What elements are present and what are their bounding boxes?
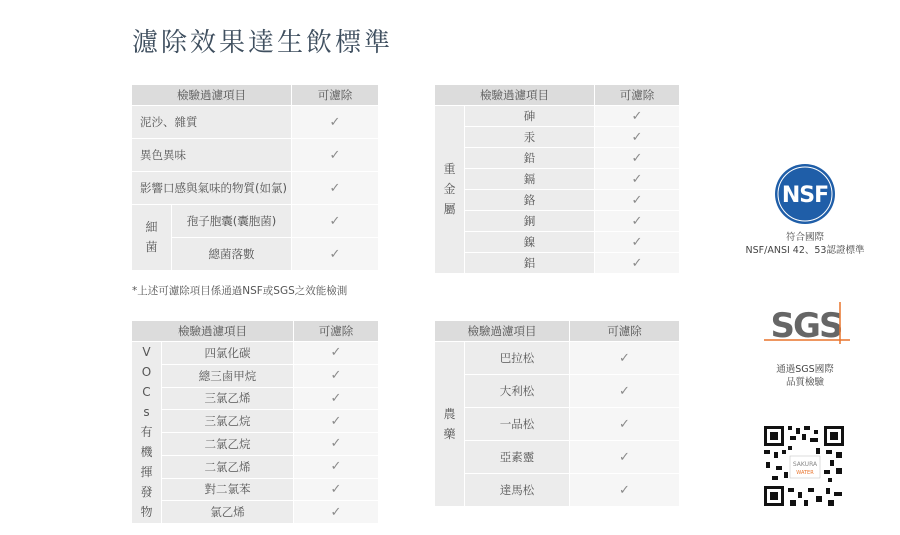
table-row-label: 汞 <box>465 127 595 148</box>
table-row-label: 巴拉松 <box>465 342 570 375</box>
sgs-logo <box>762 300 852 346</box>
group-label <box>435 106 465 274</box>
group-label-text: 農藥 <box>443 406 456 441</box>
nsf-caption <box>735 231 875 257</box>
check-icon: ✓ <box>570 408 680 441</box>
sgs-caption-line1: 通過SGS國際 <box>776 364 834 375</box>
table-row-label: 二氯乙烯 <box>162 455 294 478</box>
check-icon: ✓ <box>595 169 680 190</box>
check-icon: ✓ <box>595 232 680 253</box>
sgs-logo-text: SGS <box>770 306 842 346</box>
table-row-label: 大利松 <box>465 375 570 408</box>
table-row-label: 鎳 <box>465 232 595 253</box>
check-icon: ✓ <box>570 441 680 474</box>
table-row-label: 二氯乙烷 <box>162 433 294 456</box>
table-row-label: 氯乙烯 <box>162 501 294 524</box>
check-icon: ✓ <box>294 342 379 365</box>
nsf-logo-text: NSF <box>781 183 829 208</box>
sgs-caption <box>745 363 865 389</box>
qr-center-text-1: SAKURA <box>792 461 818 468</box>
table-row-label: 異色異味 <box>132 139 292 172</box>
group-label-text: 細菌 <box>145 220 158 254</box>
qr-code[interactable] <box>764 426 844 506</box>
table-row-label: 對二氯苯 <box>162 478 294 501</box>
page-title: 濾除效果達生飲標準 <box>132 28 394 58</box>
table-row-label: 銅 <box>465 211 595 232</box>
table-row-label: 鉻 <box>465 190 595 211</box>
table-row-label: 四氯化碳 <box>162 342 294 365</box>
filter-table-vocs <box>131 320 379 524</box>
table-row-label: 亞素靈 <box>465 441 570 474</box>
check-icon: ✓ <box>570 474 680 507</box>
table-row-label: 一品松 <box>465 408 570 441</box>
table-row-label: 達馬松 <box>465 474 570 507</box>
table-row-label: 三氯乙烯 <box>162 387 294 410</box>
check-icon: ✓ <box>595 127 680 148</box>
nsf-caption-line2: NSF/ANSI 42、53認證標準 <box>745 245 865 256</box>
table-row-label: 孢子胞囊(囊胞菌) <box>172 205 292 238</box>
table-header-item: 檢驗過濾項目 <box>132 321 294 342</box>
table-row-label: 鋁 <box>465 253 595 274</box>
table-header-removable: 可濾除 <box>595 85 680 106</box>
check-icon: ✓ <box>595 148 680 169</box>
sgs-caption-line2: 品質檢驗 <box>785 377 824 388</box>
table-row-label: 泥沙、雜質 <box>132 106 292 139</box>
table-header-removable: 可濾除 <box>292 85 379 106</box>
check-icon: ✓ <box>595 190 680 211</box>
table-header-removable: 可濾除 <box>294 321 379 342</box>
table-row-label: 總菌落數 <box>172 238 292 271</box>
check-icon: ✓ <box>294 364 379 387</box>
check-icon: ✓ <box>294 501 379 524</box>
filter-table-general <box>131 84 379 271</box>
table-header-item: 檢驗過濾項目 <box>435 321 570 342</box>
table-row-label: 三氯乙烷 <box>162 410 294 433</box>
check-icon: ✓ <box>294 455 379 478</box>
group-label <box>132 205 172 271</box>
group-label <box>435 342 465 507</box>
check-icon: ✓ <box>294 433 379 456</box>
nsf-logo <box>774 163 836 225</box>
nsf-caption-line1: 符合國際 <box>785 232 824 243</box>
footnote: *上述可濾除項目係通過NSF或SGS之效能檢測 <box>132 285 348 297</box>
table-row-label: 砷 <box>465 106 595 127</box>
table-row-label: 影響口感與氣味的物質(如氯) <box>132 172 292 205</box>
filter-table-pesticides <box>434 320 680 507</box>
check-icon: ✓ <box>292 172 379 205</box>
check-icon: ✓ <box>595 253 680 274</box>
check-icon: ✓ <box>294 478 379 501</box>
qr-center-text-2: WATER <box>796 470 814 476</box>
table-row-label: 總三鹵甲烷 <box>162 364 294 387</box>
check-icon: ✓ <box>595 106 680 127</box>
group-label-text: 重金屬 <box>443 162 456 216</box>
check-icon: ✓ <box>595 211 680 232</box>
check-icon: ✓ <box>292 139 379 172</box>
table-row-label: 鎘 <box>465 169 595 190</box>
check-icon: ✓ <box>292 205 379 238</box>
table-row-label: 鉛 <box>465 148 595 169</box>
table-header-item: 檢驗過濾項目 <box>132 85 292 106</box>
check-icon: ✓ <box>292 106 379 139</box>
check-icon: ✓ <box>294 410 379 433</box>
check-icon: ✓ <box>294 387 379 410</box>
table-header-removable: 可濾除 <box>570 321 680 342</box>
check-icon: ✓ <box>570 342 680 375</box>
group-label-text: VOCs 有機揮發物 <box>140 345 153 519</box>
filter-table-heavy-metals <box>434 84 680 274</box>
group-label <box>132 342 162 524</box>
check-icon: ✓ <box>570 375 680 408</box>
table-header-item: 檢驗過濾項目 <box>435 85 595 106</box>
check-icon: ✓ <box>292 238 379 271</box>
